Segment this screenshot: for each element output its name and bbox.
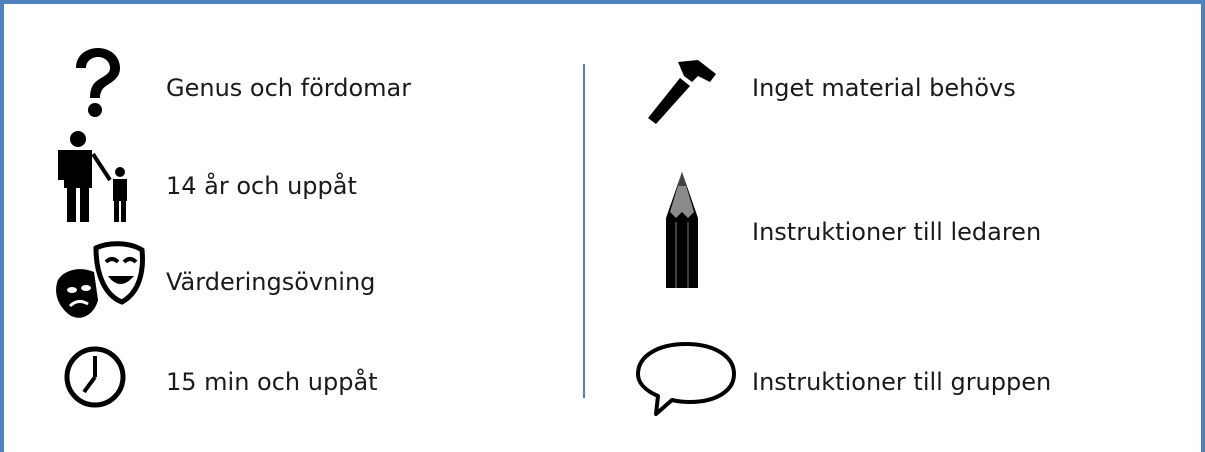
pencil-icon (664, 172, 700, 288)
item-label: Inget material behövs (752, 74, 1016, 102)
list-item (752, 218, 1041, 246)
item-label: Genus och fördomar (166, 74, 412, 102)
item-label: 15 min och uppåt (166, 368, 378, 396)
hammer-icon (640, 56, 722, 126)
item-label: 14 år och uppåt (166, 172, 357, 200)
list-item (166, 368, 378, 396)
adult-child-icon (52, 130, 138, 222)
item-label: Instruktioner till ledaren (752, 218, 1042, 246)
list-item (166, 172, 357, 200)
question-mark-icon (66, 48, 126, 120)
clock-icon (62, 344, 128, 410)
list-item (166, 74, 411, 102)
item-label: Värderingsövning (166, 268, 376, 296)
list-item (166, 268, 375, 296)
theater-masks-icon (50, 240, 146, 326)
column-divider (583, 64, 585, 398)
speech-bubble-icon (634, 340, 738, 418)
list-item (752, 74, 1016, 102)
list-item (752, 368, 1051, 396)
item-label: Instruktioner till gruppen (752, 368, 1052, 396)
